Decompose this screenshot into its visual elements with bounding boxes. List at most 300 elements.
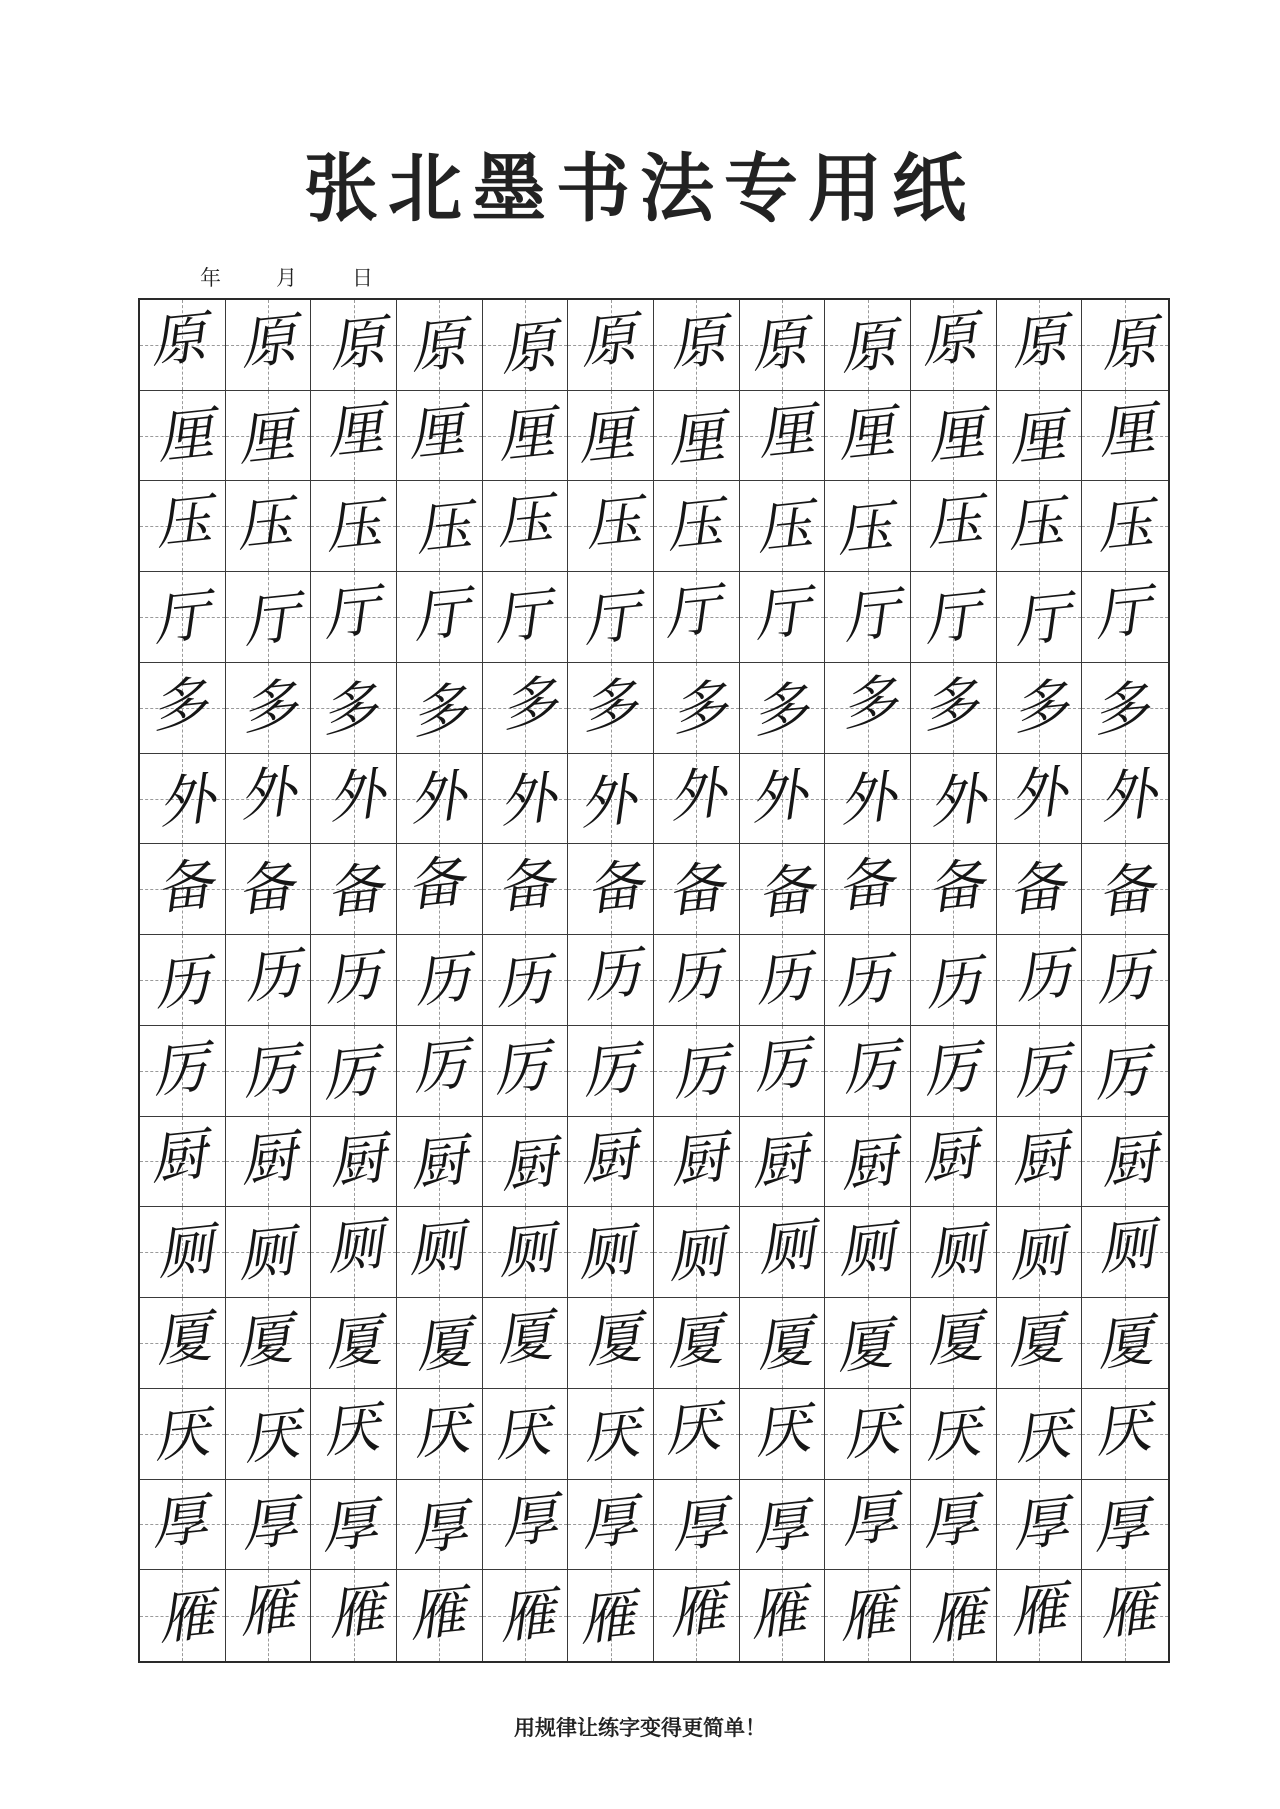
grid-cell xyxy=(568,572,654,663)
date-year-label: 年 xyxy=(200,266,221,290)
practice-character: 厕 xyxy=(405,1214,468,1285)
practice-character: 厕 xyxy=(234,1219,298,1290)
grid-cell xyxy=(825,1480,911,1571)
grid-cell xyxy=(654,1026,740,1117)
grid-cell xyxy=(1082,391,1168,482)
grid-cell xyxy=(311,300,397,391)
date-day-label: 日 xyxy=(352,266,373,290)
practice-character: 厉 xyxy=(149,1034,212,1106)
practice-character: 压 xyxy=(232,489,296,561)
practice-character: 厦 xyxy=(1003,1306,1067,1377)
practice-character: 外 xyxy=(1096,760,1160,832)
practice-character: 厌 xyxy=(1091,1394,1155,1466)
grid-cell xyxy=(654,1389,740,1480)
practice-character: 厦 xyxy=(663,1307,726,1378)
practice-character: 厅 xyxy=(1010,585,1074,656)
grid-cell xyxy=(911,300,997,391)
grid-cell xyxy=(483,1207,569,1298)
practice-character: 厦 xyxy=(833,1311,896,1382)
grid-cell xyxy=(1082,300,1168,391)
practice-character: 备 xyxy=(323,856,386,928)
grid-cell xyxy=(825,572,911,663)
practice-character: 厉 xyxy=(238,1036,302,1108)
grid-cell xyxy=(825,1298,911,1389)
practice-character: 厦 xyxy=(492,1303,556,1374)
grid-cell xyxy=(740,1117,826,1208)
practice-character: 外 xyxy=(1006,758,1070,830)
grid-cell xyxy=(483,572,569,663)
grid-cell xyxy=(226,391,312,482)
grid-cell xyxy=(226,754,312,845)
practice-character: 厘 xyxy=(1095,395,1159,467)
grid-cell xyxy=(311,935,397,1026)
grid-cell xyxy=(997,391,1083,482)
grid-cell xyxy=(483,1298,569,1389)
practice-character: 压 xyxy=(582,488,645,560)
grid-cell xyxy=(568,1298,654,1389)
grid-cell xyxy=(1082,481,1168,572)
grid-cell xyxy=(740,391,826,482)
grid-cell xyxy=(568,1389,654,1480)
grid-cell xyxy=(1082,1207,1168,1298)
practice-character: 厚 xyxy=(578,1487,641,1559)
grid-cell xyxy=(1082,1480,1168,1571)
grid-cell xyxy=(140,1480,226,1571)
practice-character: 历 xyxy=(1011,941,1075,1012)
grid-cell xyxy=(568,1117,654,1208)
grid-cell xyxy=(311,1207,397,1298)
practice-character: 厕 xyxy=(925,1217,988,1288)
practice-character: 厘 xyxy=(154,400,217,472)
practice-character: 厨 xyxy=(918,1121,981,1193)
grid-cell xyxy=(311,844,397,935)
grid-cell xyxy=(1082,935,1168,1026)
practice-character: 厅 xyxy=(840,581,903,652)
grid-cell xyxy=(1082,1389,1168,1480)
practice-character: 厨 xyxy=(1097,1125,1161,1197)
practice-character: 厕 xyxy=(324,1212,387,1283)
practice-character: 厨 xyxy=(496,1129,560,1201)
practice-character: 厅 xyxy=(239,585,303,656)
practice-character: 厌 xyxy=(661,1393,724,1465)
grid-cell xyxy=(140,1298,226,1389)
practice-character: 厚 xyxy=(1089,1490,1153,1562)
grid-cell xyxy=(740,1570,826,1661)
grid-cell xyxy=(1082,844,1168,935)
grid-cell xyxy=(911,844,997,935)
practice-character: 厦 xyxy=(582,1305,645,1376)
practice-character: 多 xyxy=(237,672,301,743)
grid-cell xyxy=(825,1389,911,1480)
practice-character: 外 xyxy=(836,763,899,835)
practice-character: 厅 xyxy=(750,579,814,650)
practice-character: 厌 xyxy=(410,1396,473,1468)
grid-cell xyxy=(654,1298,740,1389)
grid-cell xyxy=(825,844,911,935)
grid-cell xyxy=(997,935,1083,1026)
grid-cell xyxy=(140,1207,226,1298)
grid-cell xyxy=(911,663,997,754)
grid-cell xyxy=(483,844,569,935)
practice-character: 原 xyxy=(236,307,300,378)
grid-cell xyxy=(740,1207,826,1298)
practice-character: 厕 xyxy=(494,1216,558,1287)
grid-cell xyxy=(997,1298,1083,1389)
grid-cell xyxy=(397,1480,483,1571)
grid-cell xyxy=(226,1117,312,1208)
practice-character: 厦 xyxy=(322,1308,385,1379)
grid-cell xyxy=(911,935,997,1026)
grid-cell xyxy=(740,300,826,391)
practice-character: 备 xyxy=(834,850,897,922)
practice-character: 原 xyxy=(667,308,730,379)
practice-character: 压 xyxy=(752,492,816,564)
grid-cell xyxy=(997,844,1083,935)
practice-character: 备 xyxy=(753,857,817,929)
practice-character: 厨 xyxy=(577,1122,640,1194)
grid-cell xyxy=(740,1026,826,1117)
grid-cell xyxy=(568,663,654,754)
grid-cell xyxy=(397,1117,483,1208)
grid-cell xyxy=(568,391,654,482)
grid-cell xyxy=(997,1117,1083,1208)
practice-character: 压 xyxy=(1093,491,1157,563)
grid-cell xyxy=(568,844,654,935)
grid-cell xyxy=(654,481,740,572)
grid-cell xyxy=(311,391,397,482)
grid-cell xyxy=(997,1207,1083,1298)
practice-character: 厘 xyxy=(324,395,387,467)
practice-character: 厦 xyxy=(1093,1308,1157,1379)
grid-cell xyxy=(397,1207,483,1298)
practice-character: 厌 xyxy=(750,1395,814,1467)
practice-character: 厚 xyxy=(1008,1488,1072,1560)
practice-character: 厉 xyxy=(579,1035,642,1107)
practice-character: 多 xyxy=(578,671,641,742)
grid-cell xyxy=(226,1207,312,1298)
grid-cell xyxy=(397,844,483,935)
grid-cell xyxy=(226,300,312,391)
practice-character: 雁 xyxy=(325,1577,388,1649)
practice-character: 原 xyxy=(147,305,210,376)
grid-cell xyxy=(397,1298,483,1389)
practice-character: 厉 xyxy=(409,1031,472,1103)
grid-cell xyxy=(654,844,740,935)
grid-cell xyxy=(911,1570,997,1661)
grid-cell xyxy=(911,481,997,572)
grid-cell xyxy=(997,1389,1083,1480)
grid-cell xyxy=(911,1389,997,1480)
grid-cell xyxy=(397,481,483,572)
grid-cell xyxy=(140,754,226,845)
practice-grid xyxy=(138,298,1170,1663)
practice-character: 厚 xyxy=(497,1485,561,1557)
practice-character: 厚 xyxy=(148,1486,211,1558)
grid-cell xyxy=(654,391,740,482)
grid-cell xyxy=(654,1117,740,1208)
practice-character: 多 xyxy=(497,669,561,740)
practice-character: 厚 xyxy=(748,1491,812,1563)
grid-cell xyxy=(226,1480,312,1571)
grid-cell xyxy=(483,754,569,845)
grid-cell xyxy=(226,935,312,1026)
practice-character: 备 xyxy=(404,849,467,921)
grid-cell xyxy=(226,1389,312,1480)
practice-character: 压 xyxy=(833,494,896,566)
practice-character: 备 xyxy=(493,851,557,923)
practice-character: 多 xyxy=(919,670,982,741)
grid-cell xyxy=(654,300,740,391)
practice-character: 外 xyxy=(325,760,388,832)
practice-character: 备 xyxy=(583,853,646,925)
practice-character: 厦 xyxy=(232,1306,296,1377)
practice-character: 原 xyxy=(1007,307,1071,378)
grid-cell xyxy=(911,391,997,482)
grid-cell xyxy=(654,754,740,845)
practice-character: 外 xyxy=(666,759,729,831)
practice-character: 厅 xyxy=(661,577,724,648)
practice-character: 厌 xyxy=(840,1397,903,1469)
grid-cell xyxy=(140,1026,226,1117)
grid-cell xyxy=(911,1480,997,1571)
grid-cell xyxy=(483,1389,569,1480)
practice-character: 备 xyxy=(153,852,216,924)
grid-cell xyxy=(397,1389,483,1480)
grid-cell xyxy=(1082,1026,1168,1117)
grid-cell xyxy=(397,754,483,845)
practice-character: 多 xyxy=(148,670,211,741)
practice-character: 雁 xyxy=(746,1578,810,1650)
grid-cell xyxy=(825,391,911,482)
practice-character: 厅 xyxy=(150,583,213,654)
grid-cell xyxy=(997,481,1083,572)
grid-cell xyxy=(825,935,911,1026)
practice-character: 外 xyxy=(926,765,989,837)
grid-cell xyxy=(568,1026,654,1117)
practice-character: 厚 xyxy=(919,1486,982,1558)
practice-character: 厚 xyxy=(408,1492,471,1564)
grid-cell xyxy=(226,1026,312,1117)
practice-character: 外 xyxy=(235,758,299,830)
practice-character: 厕 xyxy=(154,1217,217,1288)
practice-character: 厦 xyxy=(752,1309,816,1380)
practice-character: 多 xyxy=(838,668,901,739)
practice-character: 厘 xyxy=(575,401,638,473)
grid-cell xyxy=(226,663,312,754)
practice-character: 原 xyxy=(407,311,470,382)
practice-character: 厨 xyxy=(837,1128,900,1200)
practice-character: 历 xyxy=(491,947,555,1018)
practice-character: 压 xyxy=(492,486,556,558)
practice-character: 外 xyxy=(576,766,639,838)
grid-cell xyxy=(568,1480,654,1571)
practice-character: 厕 xyxy=(1095,1212,1159,1283)
grid-cell xyxy=(654,935,740,1026)
practice-character: 厅 xyxy=(320,578,383,649)
practice-character: 厕 xyxy=(665,1220,728,1291)
practice-character: 厌 xyxy=(580,1400,643,1472)
practice-character: 雁 xyxy=(1096,1577,1160,1649)
practice-character: 厘 xyxy=(1005,402,1069,474)
grid-cell xyxy=(911,1026,997,1117)
practice-character: 外 xyxy=(406,762,469,834)
grid-cell xyxy=(825,754,911,845)
practice-character: 雁 xyxy=(836,1580,899,1652)
practice-character: 厅 xyxy=(921,583,984,654)
practice-character: 原 xyxy=(1097,309,1161,380)
grid-cell xyxy=(654,572,740,663)
practice-character: 雁 xyxy=(155,1582,218,1654)
practice-character: 外 xyxy=(495,764,559,836)
grid-cell xyxy=(997,1480,1083,1571)
page-title: 张北墨书法专用纸 xyxy=(304,146,976,232)
practice-character: 厅 xyxy=(580,584,643,655)
grid-cell xyxy=(997,663,1083,754)
grid-cell xyxy=(911,572,997,663)
grid-cell xyxy=(140,663,226,754)
grid-cell xyxy=(311,1026,397,1117)
practice-character: 历 xyxy=(321,943,384,1014)
grid-cell xyxy=(483,1570,569,1661)
grid-cell xyxy=(568,754,654,845)
practice-character: 厕 xyxy=(754,1213,818,1284)
grid-cell xyxy=(997,1570,1083,1661)
practice-character: 厉 xyxy=(839,1032,902,1104)
practice-character: 厚 xyxy=(318,1490,381,1562)
practice-character: 历 xyxy=(411,945,474,1016)
practice-character: 历 xyxy=(240,941,304,1012)
grid-cell xyxy=(1082,1117,1168,1208)
practice-character: 雁 xyxy=(1006,1575,1070,1647)
practice-character: 雁 xyxy=(926,1582,989,1654)
practice-character: 厦 xyxy=(412,1310,475,1381)
practice-character: 原 xyxy=(496,313,560,384)
date-month-label: 月 xyxy=(276,266,297,290)
practice-character: 历 xyxy=(1092,943,1156,1014)
practice-character: 厉 xyxy=(489,1033,553,1105)
grid-cell xyxy=(825,1117,911,1208)
grid-cell xyxy=(997,300,1083,391)
grid-cell xyxy=(911,1117,997,1208)
grid-cell xyxy=(568,300,654,391)
practice-character: 雁 xyxy=(235,1575,299,1647)
grid-cell xyxy=(568,481,654,572)
practice-character: 多 xyxy=(1089,674,1153,745)
practice-character: 压 xyxy=(152,487,215,559)
grid-cell xyxy=(740,481,826,572)
grid-cell xyxy=(654,663,740,754)
grid-cell xyxy=(483,481,569,572)
grid-cell xyxy=(740,754,826,845)
practice-character: 厚 xyxy=(668,1489,731,1561)
practice-character: 原 xyxy=(577,306,640,377)
grid-cell xyxy=(568,935,654,1026)
practice-character: 厌 xyxy=(320,1394,383,1466)
grid-cell xyxy=(311,1117,397,1208)
practice-character: 备 xyxy=(664,855,727,927)
grid-cell xyxy=(311,663,397,754)
practice-character: 历 xyxy=(151,948,214,1019)
practice-character: 多 xyxy=(408,676,471,747)
grid-cell xyxy=(140,1117,226,1208)
practice-character: 厌 xyxy=(150,1399,213,1471)
grid-cell xyxy=(311,1570,397,1661)
practice-character: 厚 xyxy=(237,1488,301,1560)
practice-character: 历 xyxy=(922,948,985,1019)
practice-character: 厌 xyxy=(490,1398,554,1470)
practice-character: 厨 xyxy=(326,1125,389,1197)
grid-cell xyxy=(997,754,1083,845)
practice-character: 原 xyxy=(918,305,981,376)
practice-character: 多 xyxy=(748,675,812,746)
grid-cell xyxy=(483,1480,569,1571)
practice-character: 多 xyxy=(1008,672,1072,743)
grid-cell xyxy=(911,1298,997,1389)
grid-cell xyxy=(740,1480,826,1571)
grid-cell xyxy=(740,572,826,663)
grid-cell xyxy=(397,1570,483,1661)
practice-character: 雁 xyxy=(406,1579,469,1651)
grid-cell xyxy=(483,300,569,391)
grid-cell xyxy=(311,481,397,572)
grid-cell xyxy=(568,1207,654,1298)
grid-cell xyxy=(140,300,226,391)
grid-cell xyxy=(483,1117,569,1208)
practice-character: 厘 xyxy=(234,402,298,474)
practice-character: 厉 xyxy=(1009,1036,1073,1108)
practice-character: 厌 xyxy=(921,1399,984,1471)
practice-character: 压 xyxy=(663,490,726,562)
practice-character: 厨 xyxy=(747,1126,811,1198)
grid-cell xyxy=(140,1389,226,1480)
grid-cell xyxy=(311,754,397,845)
grid-cell xyxy=(1082,663,1168,754)
grid-cell xyxy=(226,1298,312,1389)
practice-character: 厕 xyxy=(1005,1219,1069,1290)
grid-cell xyxy=(1082,754,1168,845)
practice-character: 多 xyxy=(668,673,731,744)
grid-cell xyxy=(140,1570,226,1661)
grid-cell xyxy=(997,572,1083,663)
practice-character: 厅 xyxy=(410,580,473,651)
grid-cell xyxy=(311,1298,397,1389)
practice-character: 厅 xyxy=(490,582,554,653)
grid-cell xyxy=(311,1480,397,1571)
grid-cell xyxy=(140,935,226,1026)
practice-character: 厘 xyxy=(754,396,818,468)
grid-cell xyxy=(825,1570,911,1661)
grid-cell xyxy=(397,1026,483,1117)
grid-cell xyxy=(397,572,483,663)
practice-character: 备 xyxy=(924,852,987,924)
grid-cell xyxy=(740,1389,826,1480)
grid-cell xyxy=(825,1026,911,1117)
grid-cell xyxy=(226,572,312,663)
grid-cell xyxy=(483,391,569,482)
grid-cell xyxy=(740,1298,826,1389)
practice-character: 厘 xyxy=(835,398,898,470)
practice-character: 厨 xyxy=(407,1127,470,1199)
practice-character: 厌 xyxy=(239,1401,303,1473)
practice-character: 压 xyxy=(1003,489,1067,561)
grid-cell xyxy=(226,1570,312,1661)
practice-character: 外 xyxy=(155,765,218,837)
footer-slogan: 用规律让练字变得更简单！ xyxy=(514,1715,766,1740)
practice-character: 厉 xyxy=(749,1030,813,1102)
grid-cell xyxy=(483,1026,569,1117)
grid-cell xyxy=(1082,1298,1168,1389)
practice-character: 历 xyxy=(662,942,725,1013)
